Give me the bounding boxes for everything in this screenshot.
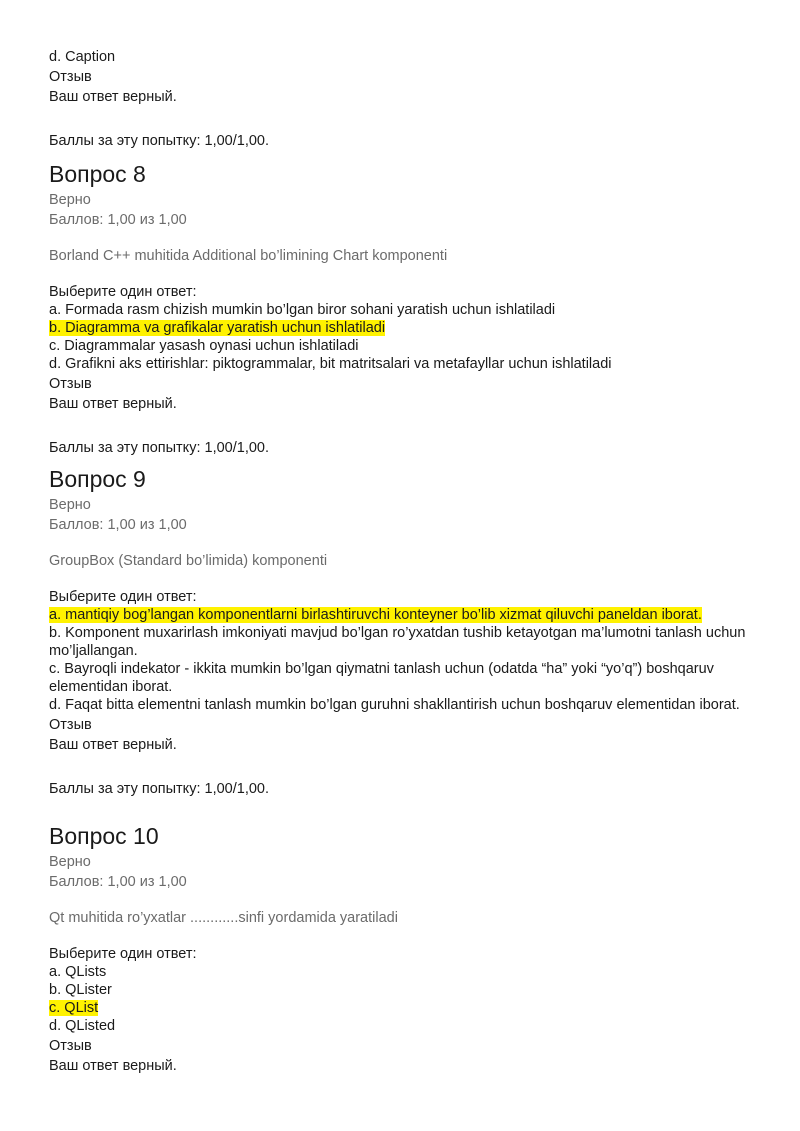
feedback-label: Отзыв (49, 1038, 92, 1054)
answer-option-a: a. Formada rasm chizish mumkin bo’lgan biror sohani yaratish uchun ishlatiladi (49, 302, 556, 318)
feedback-label: Отзыв (49, 376, 92, 392)
attempt-score: Баллы за эту попытку: 1,00/1,00. (49, 133, 269, 149)
question-points: Баллов: 1,00 из 1,00 (49, 874, 187, 890)
answer-option-a: a. QLists (49, 964, 107, 980)
question-7-tail (49, 48, 760, 150)
answer-prompt: Выберите один ответ: (49, 284, 197, 300)
question-status: Верно (49, 854, 91, 870)
answer-option-b: b. Komponent muxarirlash imkoniyati mavjud bo’lgan ro’yxatdan tushib ketayotgan ma’lumotni tanlash uchun mo’ljallangan. (49, 625, 746, 659)
answer-option: d. Caption (49, 49, 116, 65)
question-10 (49, 822, 760, 1075)
answer-option-d: d. Faqat bitta elementni tanlash mumkin bo’lgan guruhni shakllantirish uchun boshqaruv elementidan iborat. (49, 697, 740, 713)
feedback-label: Отзыв (49, 717, 92, 733)
attempt-score: Баллы за эту попытку: 1,00/1,00. (49, 440, 269, 456)
question-title: Вопрос 10 (49, 823, 159, 849)
question-points: Баллов: 1,00 из 1,00 (49, 212, 187, 228)
feedback-text: Ваш ответ верный. (49, 1058, 177, 1074)
feedback-text: Ваш ответ верный. (49, 396, 177, 412)
answer-option-d: d. QListed (49, 1018, 116, 1034)
question-status: Верно (49, 192, 91, 208)
feedback-text: Ваш ответ верный. (49, 737, 177, 753)
question-status: Верно (49, 497, 91, 513)
question-text: Borland C++ muhitida Additional bo’limining Chart komponenti (49, 248, 448, 264)
answer-option-d: d. Grafikni aks ettirishlar: piktogrammalar, bit matritsalari va metafayllar uchun ishlatiladi (49, 356, 612, 372)
answer-option-b: b. QLister (49, 982, 112, 998)
answer-option-c-selected: c. QList (49, 1000, 99, 1016)
question-points: Баллов: 1,00 из 1,00 (49, 517, 187, 533)
answer-option-a-selected: a. mantiqiy bog’langan komponentlarni birlashtiruvchi konteyner bo’lib xizmat qiluvchi paneldan iborat. (49, 607, 702, 623)
question-title: Вопрос 9 (49, 466, 146, 492)
attempt-score: Баллы за эту попытку: 1,00/1,00. (49, 781, 269, 797)
question-title: Вопрос 8 (49, 161, 146, 187)
feedback-label: Отзыв (49, 69, 92, 85)
question-8 (49, 160, 760, 457)
answer-option-c: c. Bayroqli indekator - ikkita mumkin bo’lgan qiymatni tanlash uchun (odatda “ha” yoki “yo’q”) boshqaruv elementidan iborat. (49, 661, 714, 695)
question-text: Qt muhitida ro’yxatlar ............sinfi yordamida yaratiladi (49, 910, 398, 926)
answer-prompt: Выберите один ответ: (49, 589, 197, 605)
answer-option-c: c. Diagrammalar yasash oynasi uchun ishlatiladi (49, 338, 359, 354)
question-9 (49, 465, 760, 798)
answer-prompt: Выберите один ответ: (49, 946, 197, 962)
answer-option-b-selected: b. Diagramma va grafikalar yaratish uchun ishlatiladi (49, 320, 386, 336)
question-text: GroupBox (Standard bo’limida) komponenti (49, 553, 328, 569)
feedback-text: Ваш ответ верный. (49, 89, 177, 105)
